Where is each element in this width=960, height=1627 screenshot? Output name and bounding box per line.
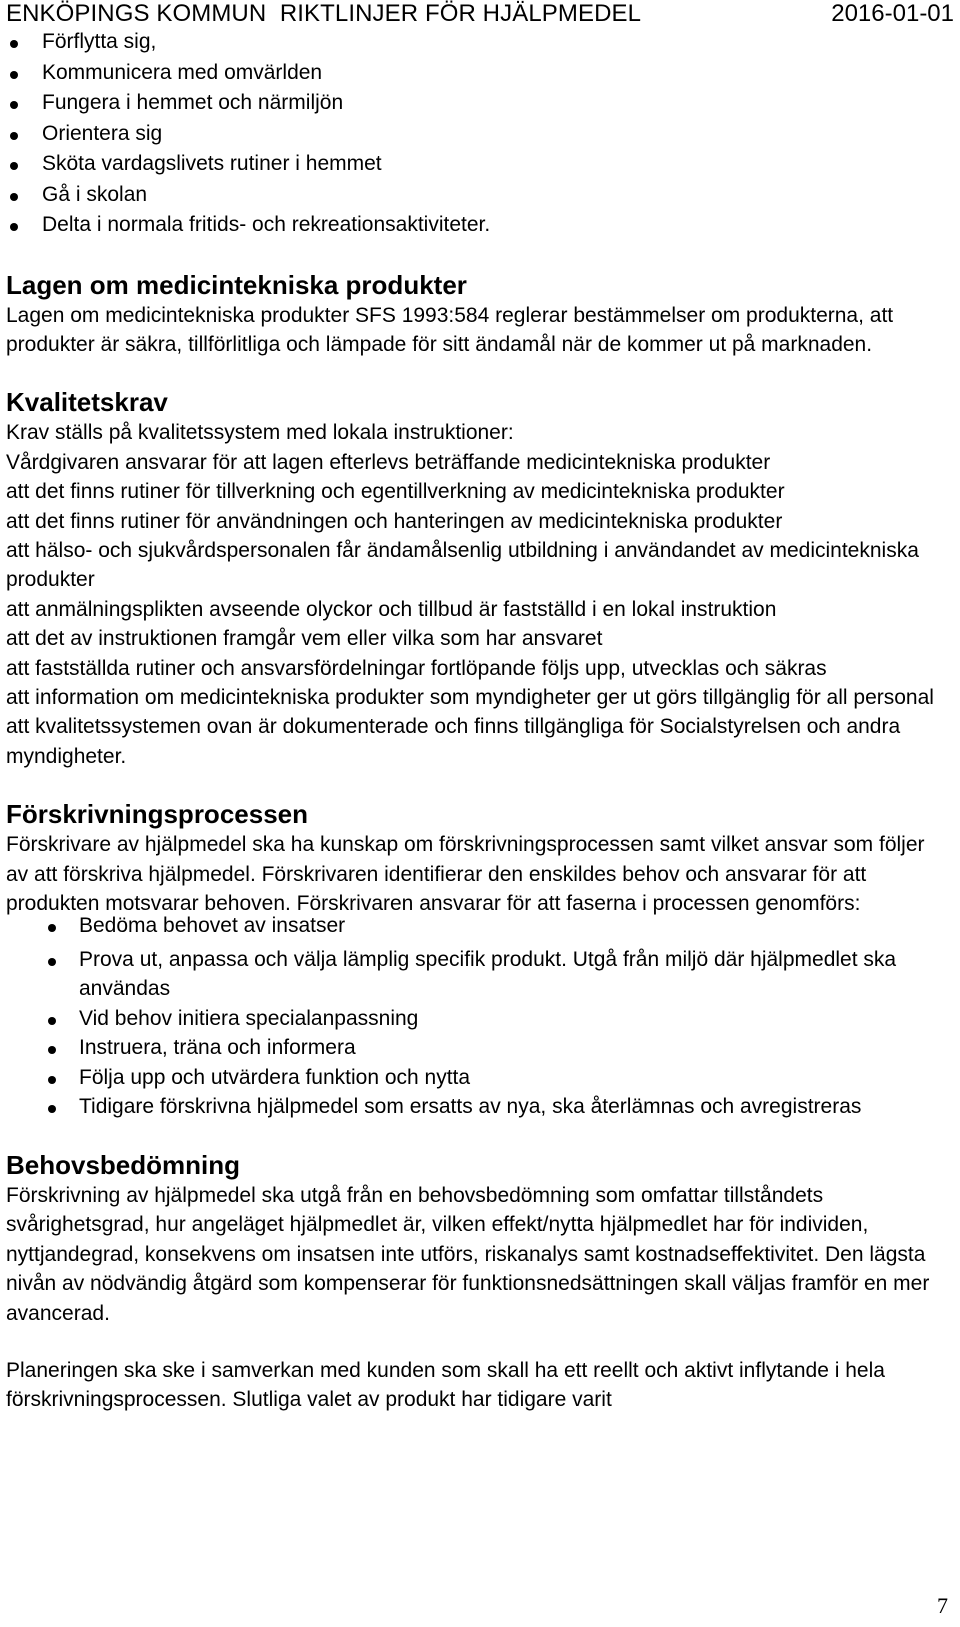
list-item: Vid behov initiera specialanpassning [6, 1004, 946, 1034]
kvalitet-line: att det av instruktionen framgår vem eller vilka som har ansvaret [6, 627, 603, 651]
list-item: Gå i skolan [6, 180, 946, 211]
kvalitet-line: att fastställda rutiner och ansvarsfördelningar fortlöpande följs upp, utvecklas och säkras [6, 656, 827, 680]
list-item: Instruera, träna och informera [6, 1033, 946, 1063]
kvalitet-line: Krav ställs på kvalitetssystem med lokala instruktioner: [6, 421, 514, 445]
list-item: Tidigare förskrivna hjälpmedel som ersatts av nya, ska återlämnas och avregistreras [6, 1092, 946, 1122]
list-item: Kommunicera med omvärlden [6, 58, 946, 89]
list-item: Orientera sig [6, 119, 946, 150]
header-date: 2016-01-01 [831, 0, 954, 27]
list-item: Fungera i hemmet och närmiljön [6, 88, 946, 119]
kvalitet-line: att anmälningsplikten avseende olyckor och tillbud är fastställd i en lokal instruktion [6, 597, 777, 621]
forskrivning-paragraph: Förskrivare av hjälpmedel ska ha kunskap om förskrivningsprocessen samt vilket ansvar som följer av att förskriva hjälpmedel. Förskrivaren identifierar den enskildes behov och ansvarar för att produkten motsvarar behoven. Förskrivaren ansvarar för att faserna i processen genomförs: [6, 833, 925, 915]
section-heading-lagen: Lagen om medicintekniska produkter [6, 269, 467, 300]
behov-paragraph: Förskrivning av hjälpmedel ska utgå från en behovsbedömning som omfattar tillståndets svårighetsgrad, hur angeläget hjälpmedlet är, vilken effekt/nytta hjälpmedlet har för individen, nyttjandegrad, konsekvens om insatsen inte utförs, riskanalys samt kostnadseffektivitet. Den lägsta nivån av nödvändig åtgärd som kompenserar för funktionsnedsättningen skall väljas framför en mer avancerad. [6, 1183, 930, 1325]
intro-bullet-list [6, 27, 946, 241]
kvalitet-line: att hälso- och sjukvårdspersonalen får ändamålsenlig utbildning i användandet av medicintekniska produkter [6, 538, 919, 592]
list-item: Delta i normala fritids- och rekreationsaktiviteter. [6, 210, 946, 241]
kvalitet-line: att kvalitetssystemen ovan är dokumenterade och finns tillgängliga för Socialstyrelsen och andra myndigheter. [6, 715, 901, 768]
section-heading-behovsbedomning: Behovsbedömning [6, 1149, 241, 1180]
kvalitet-line: Vårdgivaren ansvarar för att lagen efterlevs beträffande medicintekniska produkter [6, 450, 771, 474]
list-item: Förflytta sig, [6, 27, 946, 58]
page-header [6, 0, 954, 30]
process-bullet-list [6, 911, 946, 1122]
header-title: ENKÖPINGS KOMMUN RIKTLINJER FÖR HJÄLPMEDEL [6, 0, 642, 27]
planering-paragraph: Planeringen ska ske i samverkan med kunden som skall ha ett reellt och aktivt inflytande i hela förskrivningsprocessen. Slutliga valet av produkt har tidigare varit [6, 1358, 885, 1412]
kvalitetskrav-lines [6, 418, 946, 771]
list-item: Bedöma behovet av insatser [6, 911, 946, 941]
kvalitet-line: att information om medicintekniska produkter som myndigheter ger ut görs tillgänglig för all personal [6, 685, 934, 709]
list-item: Prova ut, anpassa och välja lämplig specifik produkt. Utgå från miljö där hjälpmedlet ska användas [6, 945, 946, 1004]
list-item: Sköta vardagslivets rutiner i hemmet [6, 149, 946, 180]
kvalitet-line: att det finns rutiner för användningen och hanteringen av medicintekniska produkter [6, 509, 783, 533]
section-heading-forskrivningsprocessen: Förskrivningsprocessen [6, 799, 308, 830]
section-heading-kvalitetskrav: Kvalitetskrav [6, 387, 168, 418]
document-body [6, 27, 946, 1415]
kvalitet-line: att det finns rutiner för tillverkning och egentillverkning av medicintekniska produkter [6, 480, 785, 504]
list-item: Följa upp och utvärdera funktion och nytta [6, 1063, 946, 1093]
lagen-paragraph: Lagen om medicintekniska produkter SFS 1993:584 reglerar bestämmelser om produkterna, att produkter är säkra, tillförlitliga och lämpade för sitt ändamål när de kommer ut på marknaden. [6, 303, 894, 356]
page-number: 7 [937, 1593, 948, 1618]
